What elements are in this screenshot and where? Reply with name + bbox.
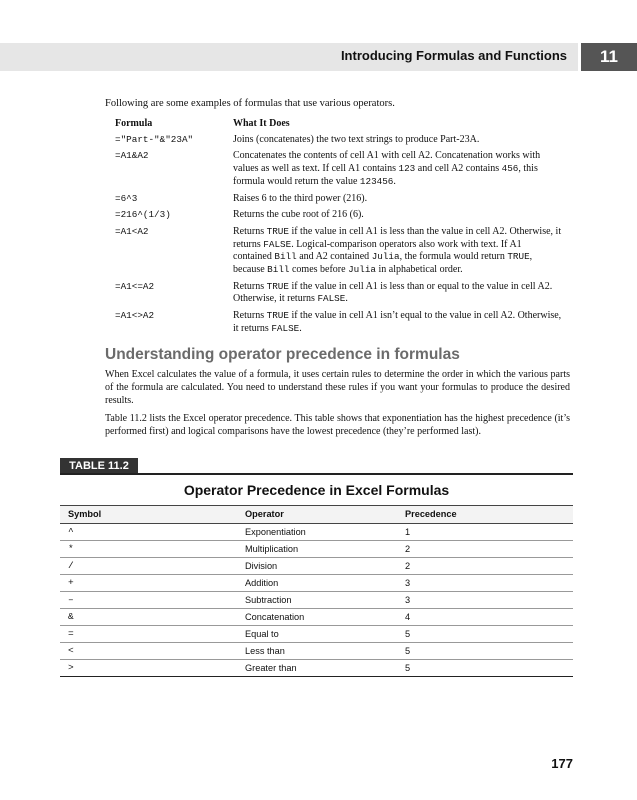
symbol-cell: – (68, 594, 74, 605)
formula-row (115, 226, 575, 277)
operator-cell: Less than (245, 646, 285, 656)
formula-cell: =6^3 (115, 192, 138, 204)
table-label: TABLE 11.2 (60, 458, 138, 475)
table-title: Operator Precedence in Excel Formulas (183, 482, 450, 498)
text-fragment: , because (233, 251, 533, 276)
symbol-cell: = (68, 628, 74, 639)
description-cell (233, 209, 563, 222)
description-cell (233, 226, 563, 277)
formula-cell: =A1<>A2 (115, 310, 155, 322)
code-fragment: Julia (371, 251, 400, 263)
text-fragment: and cell A2 contains (415, 163, 502, 175)
what-it-does-column-header: What It Does (233, 118, 290, 129)
code-fragment: FALSE (263, 238, 292, 250)
formula-rows (115, 134, 575, 336)
text-fragment: . Logical-comparison operators also work with text. If A1 contained (233, 238, 522, 263)
text-fragment: Returns (233, 225, 267, 237)
operator-cell: Multiplication (245, 544, 299, 554)
symbol-cell: / (68, 560, 74, 571)
code-fragment: TRUE (266, 310, 289, 322)
paragraph-table-reference: Table 11.2 lists the Excel operator precedence. This table shows that exponentiation has the highest precedence (it’s performed first) and logical comparisons have the lowest precedence (they’re performed last). (105, 413, 570, 437)
operator-cell: Concatenation (245, 612, 305, 622)
table-row (60, 575, 573, 592)
running-header-title: Introducing Formulas and Functions (340, 48, 567, 63)
precedence-column-header: Precedence (405, 509, 457, 519)
precedence-cell: 5 (405, 629, 411, 639)
precedence-table-header (60, 505, 573, 524)
formula-cell: ="Part-"&"23A" (115, 133, 194, 145)
table-row (60, 660, 573, 677)
code-fragment: TRUE (507, 251, 530, 263)
symbol-cell: * (68, 543, 74, 554)
code-fragment: FALSE (271, 322, 300, 334)
text-fragment: if the value in cell A1 is less than the value in cell A2. Otherwise, it returns (233, 225, 562, 250)
symbol-cell: + (68, 577, 74, 588)
precedence-cell: 2 (405, 544, 411, 554)
formula-cell: =A1&A2 (115, 150, 149, 162)
text-fragment: . (299, 322, 302, 334)
text-fragment: Concatenates the contents of cell A1 with cell A2. Concatenation works with values as well as text. If cell A1 contains (233, 150, 541, 175)
chapter-number-badge: 11 (581, 43, 637, 71)
code-fragment: TRUE (266, 225, 289, 237)
formula-row (115, 310, 575, 335)
code-fragment: Bill (274, 251, 297, 263)
symbol-cell: ^ (68, 526, 74, 537)
text-fragment: Returns the cube root of 216 (6). (233, 209, 364, 221)
precedence-cell: 2 (405, 561, 411, 571)
description-cell (233, 281, 563, 306)
operator-cell: Subtraction (245, 595, 292, 605)
operator-cell: Exponentiation (245, 527, 306, 537)
precedence-cell: 1 (405, 527, 411, 537)
paragraph-precedence-intro: When Excel calculates the value of a formula, it uses certain rules to determine the order in which the various parts of the formula are calculated. You need to understand these rules if you want your formulas to produce the desired results. (105, 369, 570, 406)
code-fragment: FALSE (317, 293, 346, 305)
intro-paragraph: Following are some examples of formulas that use various operators. (105, 98, 395, 109)
table-row (60, 524, 573, 541)
description-cell (233, 310, 563, 335)
text-fragment: , this formula would return the value (233, 163, 538, 187)
code-fragment: 456 (501, 163, 519, 175)
precedence-rows (60, 524, 573, 677)
operator-cell: Equal to (245, 629, 279, 639)
code-fragment: TRUE (266, 280, 289, 292)
operator-cell: Division (245, 561, 278, 571)
text-fragment: if the value in cell A1 is less than or equal to the value in cell A2. Otherwise, it returns (233, 280, 553, 305)
symbol-cell: < (68, 645, 74, 656)
precedence-cell: 3 (405, 578, 411, 588)
text-fragment: . (345, 293, 348, 305)
text-fragment: Raises 6 to the third power (216). (233, 192, 368, 204)
precedence-cell: 5 (405, 663, 411, 673)
text-fragment: in alphabetical order. (375, 264, 463, 276)
formula-cell: =A1<A2 (115, 225, 149, 237)
text-fragment: and A2 contained (296, 251, 372, 263)
formula-row (115, 209, 575, 222)
operator-cell: Addition (245, 578, 279, 588)
page-number: 177 (551, 756, 573, 771)
formula-examples-table (115, 118, 575, 340)
text-fragment: . (393, 175, 396, 187)
operator-column-header: Operator (245, 509, 284, 519)
precedence-cell: 5 (405, 646, 411, 656)
operator-cell: Greater than (245, 663, 297, 673)
formula-column-header: Formula (115, 118, 153, 129)
table-row (60, 558, 573, 575)
formula-row (115, 281, 575, 306)
description-cell (233, 150, 563, 188)
table-top-rule (60, 473, 573, 475)
table-row (60, 592, 573, 609)
code-fragment: 123456 (359, 175, 394, 187)
text-fragment: Joins (concatenates) the two text strings to produce Part-23A. (233, 133, 480, 145)
text-fragment: Returns (233, 280, 267, 292)
symbol-cell: & (68, 611, 74, 622)
code-fragment: Bill (267, 264, 290, 276)
table-row (60, 609, 573, 626)
precedence-cell: 3 (405, 595, 411, 605)
formula-table-header (115, 118, 575, 131)
table-row (60, 626, 573, 643)
table-row (60, 541, 573, 558)
text-fragment: if the value in cell A1 isn’t equal to the value in cell A2. Otherwise, it returns (233, 310, 562, 334)
text-fragment: Returns (233, 310, 267, 322)
description-cell (233, 134, 563, 147)
section-heading: Understanding operator precedence in formulas (105, 346, 460, 363)
formula-cell: =216^(1/3) (115, 209, 171, 221)
precedence-cell: 4 (405, 612, 411, 622)
formula-row (115, 150, 575, 188)
formula-row (115, 193, 575, 206)
formula-row (115, 134, 575, 147)
code-fragment: 123 (398, 163, 416, 175)
code-fragment: Julia (348, 264, 376, 276)
description-cell (233, 193, 563, 206)
operator-precedence-table (60, 505, 573, 677)
formula-cell: =A1<=A2 (115, 280, 155, 292)
table-row (60, 643, 573, 660)
text-fragment: , the formula would return (399, 251, 508, 263)
symbol-column-header: Symbol (68, 509, 102, 519)
text-fragment: comes before (289, 264, 349, 276)
symbol-cell: > (68, 662, 74, 673)
